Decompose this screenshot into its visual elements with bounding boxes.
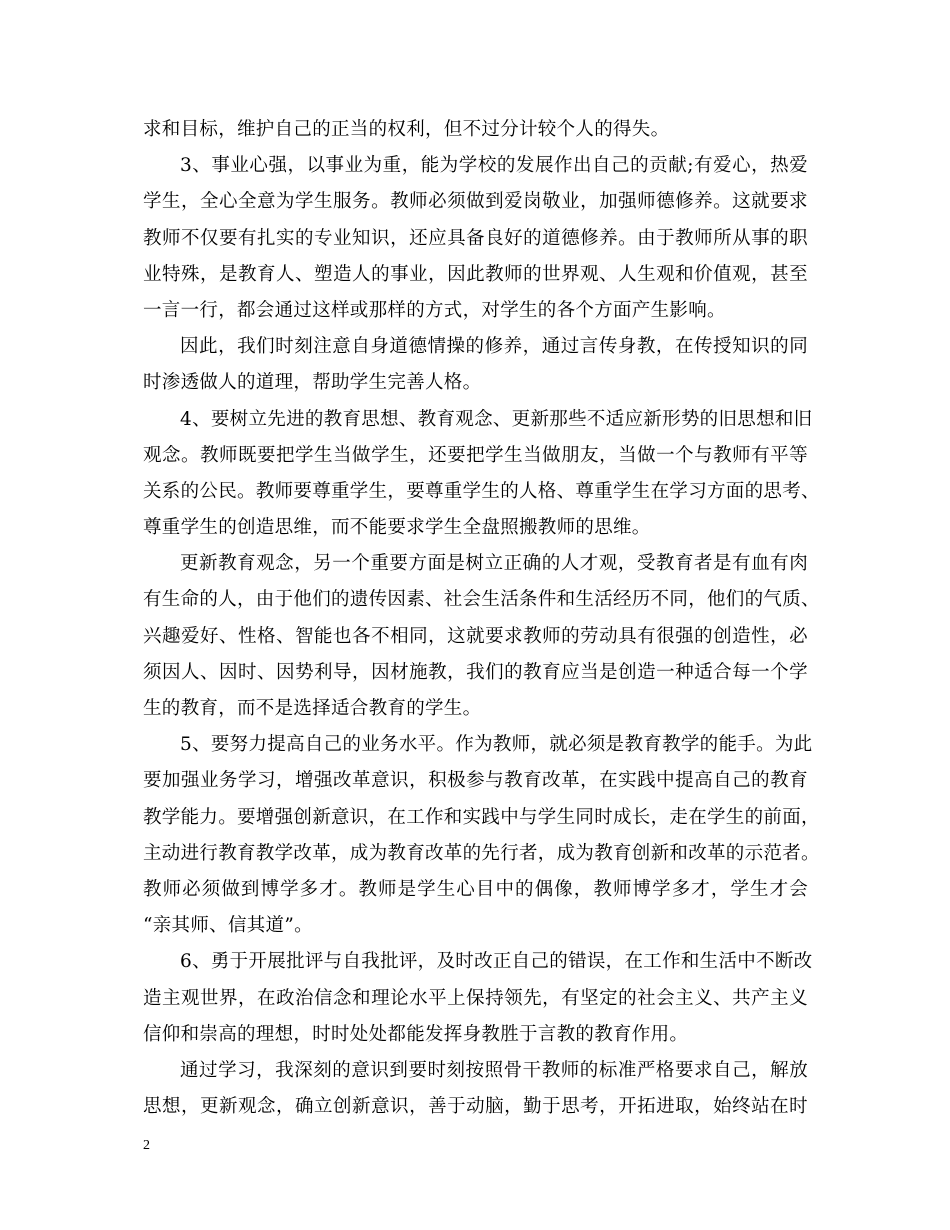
text-line: 业特殊，是教育人、塑造人的事业，因此教师的世界观、人生观和价值观，甚至 [143,263,808,285]
text-line: 思想，更新观念，确立创新意识，善于动脑，勤于思考，开拓进取，始终站在时 [143,1096,808,1118]
text-line: 有生命的人，由于他们的遗传因素、社会生活条件和生活经历不同，他们的气质、 [143,589,820,611]
text-line: 生的教育，而不是选择适合教育的学生。 [143,698,482,719]
text-line: 通过学习，我深刻的意识到要时刻按照骨干教师的标准严格要求自己，解放 [180,1059,808,1081]
text-line: 造主观世界，在政治信念和理论水平上保持领先，有坚定的社会主义、共产主义 [143,987,808,1009]
text-line: 观念。教师既要把学生当做学生，还要把学生当做朋友，当做一个与教师有平等 [143,444,808,466]
text-line: 时渗透做人的道理，帮助学生完善人格。 [143,372,482,394]
text-line: 教师必须做到博学多才。教师是学生心目中的偶像，教师博学多才，学生才会 [143,878,808,900]
text-line: 一言一行，都会通过这样或那样的方式，对学生的各个方面产生影响。 [143,299,726,321]
text-line: 教师不仅要有扎实的专业知识，还应具备良好的道德修养。由于教师所从事的职 [143,227,808,249]
text-line: 求和目标，维护自己的正当的权利，但不过分计较个人的得失。 [143,119,670,140]
text-line: 因此，我们时刻注意自身道德情操的修养，通过言传身教，在传授知识的同 [180,336,808,358]
text-line: 信仰和崇高的理想，时时处处都能发挥身教胜于言教的教育作用。 [143,1023,689,1045]
text-line: 5、要努力提高自己的业务水平。作为教师，就必须是教育教学的能手。为此 [180,734,813,756]
text-line: 关系的公民。教师要尊重学生，要尊重学生的人格、尊重学生在学习方面的思考、 [143,480,820,502]
text-line: 学生，全心全意为学生服务。教师必须做到爱岗敬业，加强师德修养。这就要求 [143,191,808,213]
page-number: 2 [143,1138,150,1153]
text-line: 6、勇于开展批评与自我批评，及时改正自己的错误，在工作和生活中不断改 [180,951,813,973]
text-line: 尊重学生的创造思维，而不能要求学生全盘照搬教师的思维。 [143,517,651,539]
text-line: 3、事业心强，以事业为重，能为学校的发展作出自己的贡献;有爱心，热爱 [180,155,808,177]
text-line: 教学能力。要增强创新意识，在工作和实践中与学生同时成长，走在学生的前面， [143,806,820,828]
text-line: 主动进行教育教学改革，成为教育改革的先行者，成为教育创新和改革的示范者。 [143,842,820,864]
text-line: 兴趣爱好、性格、智能也各不相同，这就要求教师的劳动具有很强的创造性，必 [143,625,808,647]
text-line: 更新教育观念，另一个重要方面是树立正确的人才观，受教育者是有血有肉 [180,553,808,575]
text-line: 须因人、因时、因势利导，因材施教，我们的教育应当是创造一种适合每一个学 [143,661,808,683]
document-body [143,112,820,1125]
text-line: 要加强业务学习，增强改革意识，积极参与教育改革，在实践中提高自己的教育 [143,770,808,792]
text-line: 4、要树立先进的教育思想、教育观念、更新那些不适应新形势的旧思想和旧 [180,408,813,430]
text-line: “亲其师、信其道”。 [143,915,313,937]
